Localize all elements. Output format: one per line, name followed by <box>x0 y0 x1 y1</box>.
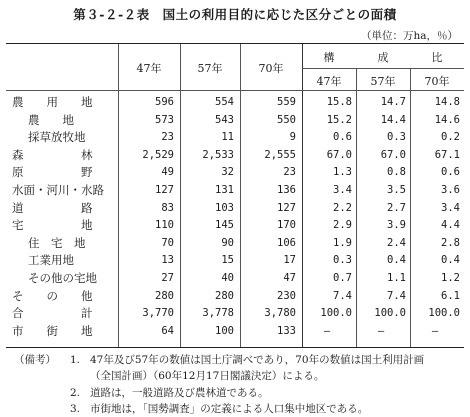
row-label: そ の 他 <box>12 288 93 303</box>
row-label: 道 路 <box>12 200 93 215</box>
row-label: その他の宅地 <box>28 271 97 285</box>
table-cell: 3.6 <box>441 184 460 196</box>
table-cell: ― <box>377 324 385 337</box>
table-cell: 2,555 <box>264 148 296 161</box>
table-cell: 0.8 <box>387 166 406 179</box>
header-70: 70年 <box>258 62 284 75</box>
table-cell: 9 <box>289 131 296 144</box>
table-cell: 7.4 <box>333 289 352 302</box>
note-number: 2. <box>70 387 81 399</box>
table-cell: 280 <box>155 289 174 302</box>
table-cell: 32 <box>221 166 234 179</box>
table-cell: 3.4 <box>441 201 460 214</box>
table-cell: 103 <box>215 201 234 214</box>
row-label: 水面・河川・水路 <box>12 183 104 197</box>
table-cell: 3.9 <box>387 219 406 232</box>
table-cell: 23 <box>283 166 296 179</box>
table-cell: 15.8 <box>326 96 352 108</box>
table-cell: 2,533 <box>202 148 234 161</box>
table-cell: 145 <box>215 219 234 232</box>
header-kousei-2: 成 <box>377 51 389 64</box>
table-cell: 543 <box>215 113 234 126</box>
table-cell: 127 <box>277 201 296 214</box>
table-cell: 2.4 <box>387 236 406 249</box>
header-subdivider <box>302 68 464 69</box>
table-cell: 6.1 <box>441 289 460 302</box>
row-label: 農 用 地 <box>12 95 93 109</box>
table-cell: 13 <box>161 254 174 267</box>
note-number: 1. <box>70 354 81 366</box>
table-cell: 27 <box>161 272 174 284</box>
table-cell: 0.3 <box>333 254 352 267</box>
table-cell: 2,529 <box>142 148 174 161</box>
table-cell: 573 <box>155 113 174 126</box>
row-label: 採草放牧地 <box>28 130 86 145</box>
table-cell: 70 <box>161 236 174 249</box>
table-cell: 67.1 <box>434 148 460 161</box>
table-cell: 3,778 <box>202 307 234 320</box>
row-label: 住 宅 地 <box>28 235 86 250</box>
table-cell: 2.7 <box>387 201 406 214</box>
table-cell: 0.7 <box>333 272 352 284</box>
table-cell: ― <box>323 324 331 337</box>
notes-head: （備考） <box>14 354 56 366</box>
table-cell: ― <box>431 324 439 337</box>
table-cell: 1.1 <box>387 272 406 284</box>
table-cell: 133 <box>277 324 296 337</box>
row-label: 森 林 <box>12 147 93 162</box>
table-cell: 596 <box>155 96 174 108</box>
table-cell: 14.7 <box>380 96 406 108</box>
table-cell: 11 <box>221 131 234 144</box>
table-cell: 0.6 <box>333 131 352 144</box>
note-text: （全国計画）（60年12月17日閣議決定）による。 <box>90 370 325 382</box>
table-cell: 64 <box>161 324 174 337</box>
table-cell: 2.2 <box>333 201 352 214</box>
table-cell: 1.2 <box>441 272 460 284</box>
header-kousei-3: 比 <box>431 51 443 64</box>
table-cell: 2.8 <box>441 236 460 249</box>
table-cell: 40 <box>221 272 234 284</box>
table-cell: 3.4 <box>333 184 352 196</box>
table-cell: 90 <box>221 236 234 249</box>
table-cell: 3,770 <box>142 307 174 320</box>
table-cell: 230 <box>277 289 296 302</box>
header-57: 57年 <box>197 62 223 75</box>
row-label: 工業用地 <box>28 253 74 268</box>
row-label: 市 街 地 <box>12 323 93 338</box>
row-label: 合 計 <box>12 306 93 321</box>
land-use-table <box>6 43 464 348</box>
table-cell: 0.6 <box>441 166 460 179</box>
table-cell: 0.2 <box>441 131 460 144</box>
table-cell: 100 <box>215 324 234 337</box>
table-title: 第３-２-２表 国土の利用目的に応じた区分ごとの面積 <box>73 7 397 22</box>
table-cell: 47 <box>283 272 296 284</box>
table-cell: 7.4 <box>387 289 406 302</box>
table-cell: 15.2 <box>326 113 352 126</box>
table-cell: 49 <box>161 166 174 179</box>
note-text: 道路は，一般道路及び農林道である。 <box>90 387 269 399</box>
table-cell: 0.3 <box>387 131 406 144</box>
note-text: 市街地は，「国勢調査」の定義による人口集中地区である。 <box>90 403 369 415</box>
table-cell: 100.0 <box>374 307 406 320</box>
table-cell: 100.0 <box>428 307 460 320</box>
row-label: 農 地 <box>28 112 74 127</box>
table-cell: 131 <box>215 184 234 196</box>
table-cell: 1.9 <box>333 236 352 249</box>
table-cell: 559 <box>277 96 296 108</box>
table-cell: 3.5 <box>387 184 406 196</box>
table-cell: 14.8 <box>434 96 460 108</box>
table-cell: 4.4 <box>441 219 460 232</box>
table-cell: 0.4 <box>441 254 460 267</box>
table-cell: 17 <box>283 254 296 267</box>
header-divider <box>6 90 464 91</box>
table-cell: 554 <box>215 96 234 108</box>
table-cell: 100.0 <box>320 307 352 320</box>
unit-label: （単位：万ha，％） <box>360 30 458 42</box>
row-label: 宅 地 <box>12 218 93 233</box>
note-number: 3. <box>70 403 81 415</box>
table-cell: 1.3 <box>333 166 352 179</box>
table-cell: 83 <box>161 201 174 214</box>
table-cell: 550 <box>277 113 296 126</box>
table-cell: 67.0 <box>380 148 406 161</box>
table-cell: 110 <box>155 219 174 232</box>
table-cell: 15 <box>221 254 234 267</box>
table-cell: 3,780 <box>264 307 296 320</box>
table-cell: 14.6 <box>434 113 460 126</box>
row-label: 原 野 <box>12 165 93 180</box>
table-cell: 106 <box>277 236 296 249</box>
table-cell: 127 <box>155 184 174 196</box>
table-cell: 23 <box>161 131 174 144</box>
header-kousei-1: 構 <box>323 51 335 64</box>
header-ratio-47: 47年 <box>316 75 342 88</box>
table-cell: 136 <box>277 184 296 196</box>
table-cell: 67.0 <box>326 148 352 161</box>
table-cell: 14.4 <box>380 113 406 126</box>
header-ratio-57: 57年 <box>370 75 396 88</box>
table-cell: 2.9 <box>333 219 352 232</box>
header-ratio-70: 70年 <box>424 75 450 88</box>
note-text: 47年及び57年の数値は国土庁調べであり，70年の数値は国土利用計画 <box>90 354 425 366</box>
table-cell: 0.4 <box>387 254 406 267</box>
header-47: 47年 <box>136 62 162 75</box>
table-cell: 170 <box>277 219 296 232</box>
table-cell: 280 <box>215 289 234 302</box>
